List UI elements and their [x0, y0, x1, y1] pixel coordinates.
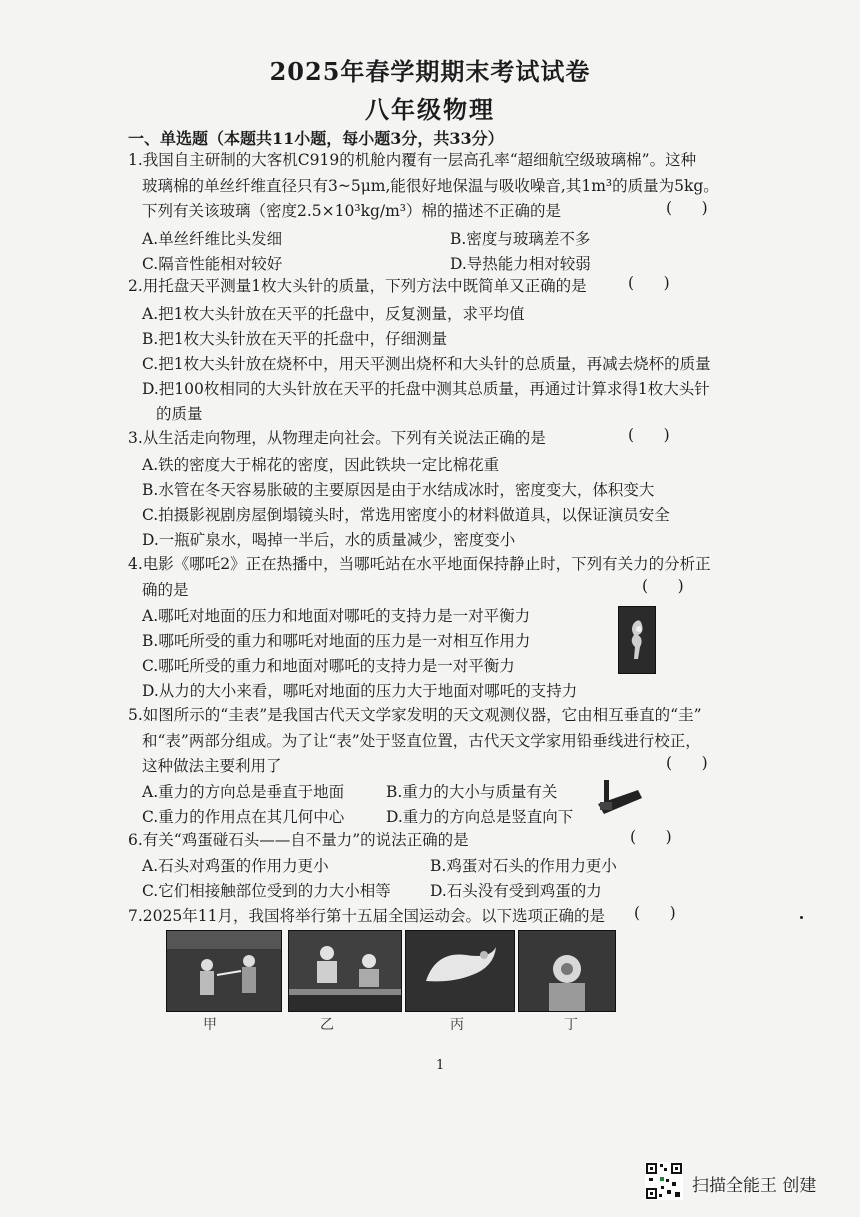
caption-ding: 丁: [564, 1017, 578, 1033]
option-a: A.单丝纤维比头发细: [142, 230, 283, 248]
option-d: D.重力的方向总是竖直向下: [386, 808, 574, 826]
option-a: A.重力的方向总是垂直于地面: [142, 783, 345, 801]
photo-ding: [518, 930, 616, 1012]
option-a: A.石头对鸡蛋的作用力更小: [142, 857, 329, 875]
guibiao-sundial-figure: [594, 776, 644, 820]
question-1-line: 下列有关该玻璃（密度2.5×10³kg/m³）棉的描述不正确的是: [142, 202, 562, 220]
nezha-photo: [618, 606, 656, 674]
option-d-continued: 的质量: [156, 405, 203, 423]
option-b: B.重力的大小与质量有关: [386, 783, 558, 801]
scanner-watermark: 扫描全能王 创建: [692, 1176, 817, 1196]
option-b: B.密度与玻璃差不多: [450, 230, 591, 248]
photo-bing: [405, 930, 515, 1012]
question-6-line: 6.有关“鸡蛋碰石头——自不量力”的说法正确的是: [128, 831, 469, 849]
question-4-line: 确的是: [142, 580, 189, 599]
question-5-line: 和“表”两部分组成。为了让“表”处于竖直位置，古代天文学家用铅垂线进行校正，: [142, 731, 701, 750]
question-3: [128, 426, 768, 452]
option-a: A.铁的密度大于棉花的密度，因此铁块一定比棉花重: [142, 456, 500, 474]
option-a: A.哪吒对地面的压力和地面对哪吒的支持力是一对平衡力: [142, 607, 531, 625]
question-3-line: 3.从生活走向物理，从物理走向社会。下列有关说法正确的是: [128, 429, 546, 447]
question-2-line: 2.用托盘天平测量1枚大头针的质量，下列方法中既简单又正确的是: [128, 277, 587, 295]
option-c: C.把1枚大头针放在烧杯中，用天平测出烧杯和大头针的总质量，再减去烧杯的质量: [142, 355, 711, 373]
option-d: D.石头没有受到鸡蛋的力: [430, 882, 602, 900]
option-b: B.水管在冬天容易胀破的主要原因是由于水结成冰时，密度变大，体积变大: [142, 481, 655, 499]
answer-blank: ( ): [634, 904, 676, 922]
answer-blank: ( ): [642, 577, 684, 595]
answer-blank: ( ): [630, 828, 672, 846]
option-c: C.隔音性能相对较好: [142, 255, 283, 273]
option-c: C.拍摄影视剧房屋倒塌镜头时，常选用密度小的材料做道具，以保证演员安全: [142, 506, 670, 524]
question-4-line: 4.电影《哪吒2》正在热播中，当哪吒站在水平地面保持静止时，下列有关力的分析正: [128, 555, 711, 573]
option-d: D.一瓶矿泉水，喝掉一半后，水的质量减少，密度变小: [142, 531, 516, 549]
option-a: A.把1枚大头针放在天平的托盘中，反复测量，求平均值: [142, 305, 525, 323]
exam-subtitle: 八年级物理: [365, 95, 495, 124]
option-d: D.把100枚相同的大头针放在天平的托盘中测其总质量，再通过计算求得1枚大头针: [142, 380, 710, 398]
option-c: C.它们相接触部位受到的力大小相等: [142, 882, 391, 900]
caption-yi: 乙: [320, 1017, 334, 1033]
answer-blank: ( ): [666, 754, 708, 772]
qr-code-icon: [645, 1162, 683, 1200]
question-1-line: 玻璃棉的单丝纤维直径只有3~5μm,能很好地保温与吸收噪音,其1m³的质量为5kg。: [142, 176, 719, 195]
option-d: D.从力的大小来看，哪吒对地面的压力大于地面对哪吒的支持力: [142, 682, 578, 700]
question-5-line: 这种做法主要利用了: [142, 757, 282, 775]
option-b: B.鸡蛋对石头的作用力更小: [430, 857, 617, 875]
question-6: [128, 828, 768, 854]
option-c: C.哪吒所受的重力和地面对哪吒的支持力是一对平衡力: [142, 657, 515, 675]
option-d: D.导热能力相对较弱: [450, 255, 591, 273]
question-5-line: 5.如图所示的“圭表”是我国古代天文学家发明的天文观测仪器，它由相互垂直的“圭”: [128, 706, 702, 724]
option-b: B.哪吒所受的重力和哪吒对地面的压力是一对相互作用力: [142, 632, 531, 650]
answer-blank: ( ): [666, 199, 708, 217]
photo-yi: [288, 930, 402, 1012]
question-2: [128, 274, 768, 300]
section-heading: 一、单选题（本题共11小题，每小题3分，共33分）: [128, 129, 504, 148]
photo-jia: [166, 930, 282, 1012]
exam-title: 2025年春学期期末考试试卷: [269, 57, 591, 86]
option-b: B.把1枚大头针放在天平的托盘中，仔细测量: [142, 330, 448, 348]
scan-speck: [800, 916, 803, 919]
answer-blank: ( ): [628, 274, 670, 292]
option-c: C.重力的作用点在其几何中心: [142, 808, 345, 826]
page-number: 1: [436, 1058, 445, 1073]
question-1-line: 1.我国自主研制的大客机C919的机舱内覆有一层高孔率“超细航空级玻璃棉”。这种: [128, 151, 697, 169]
answer-blank: ( ): [628, 426, 670, 444]
question-7-line: 7.2025年11月，我国将举行第十五届全国运动会。以下选项正确的是: [128, 907, 605, 925]
caption-bing: 丙: [450, 1017, 464, 1033]
caption-jia: 甲: [203, 1017, 217, 1033]
